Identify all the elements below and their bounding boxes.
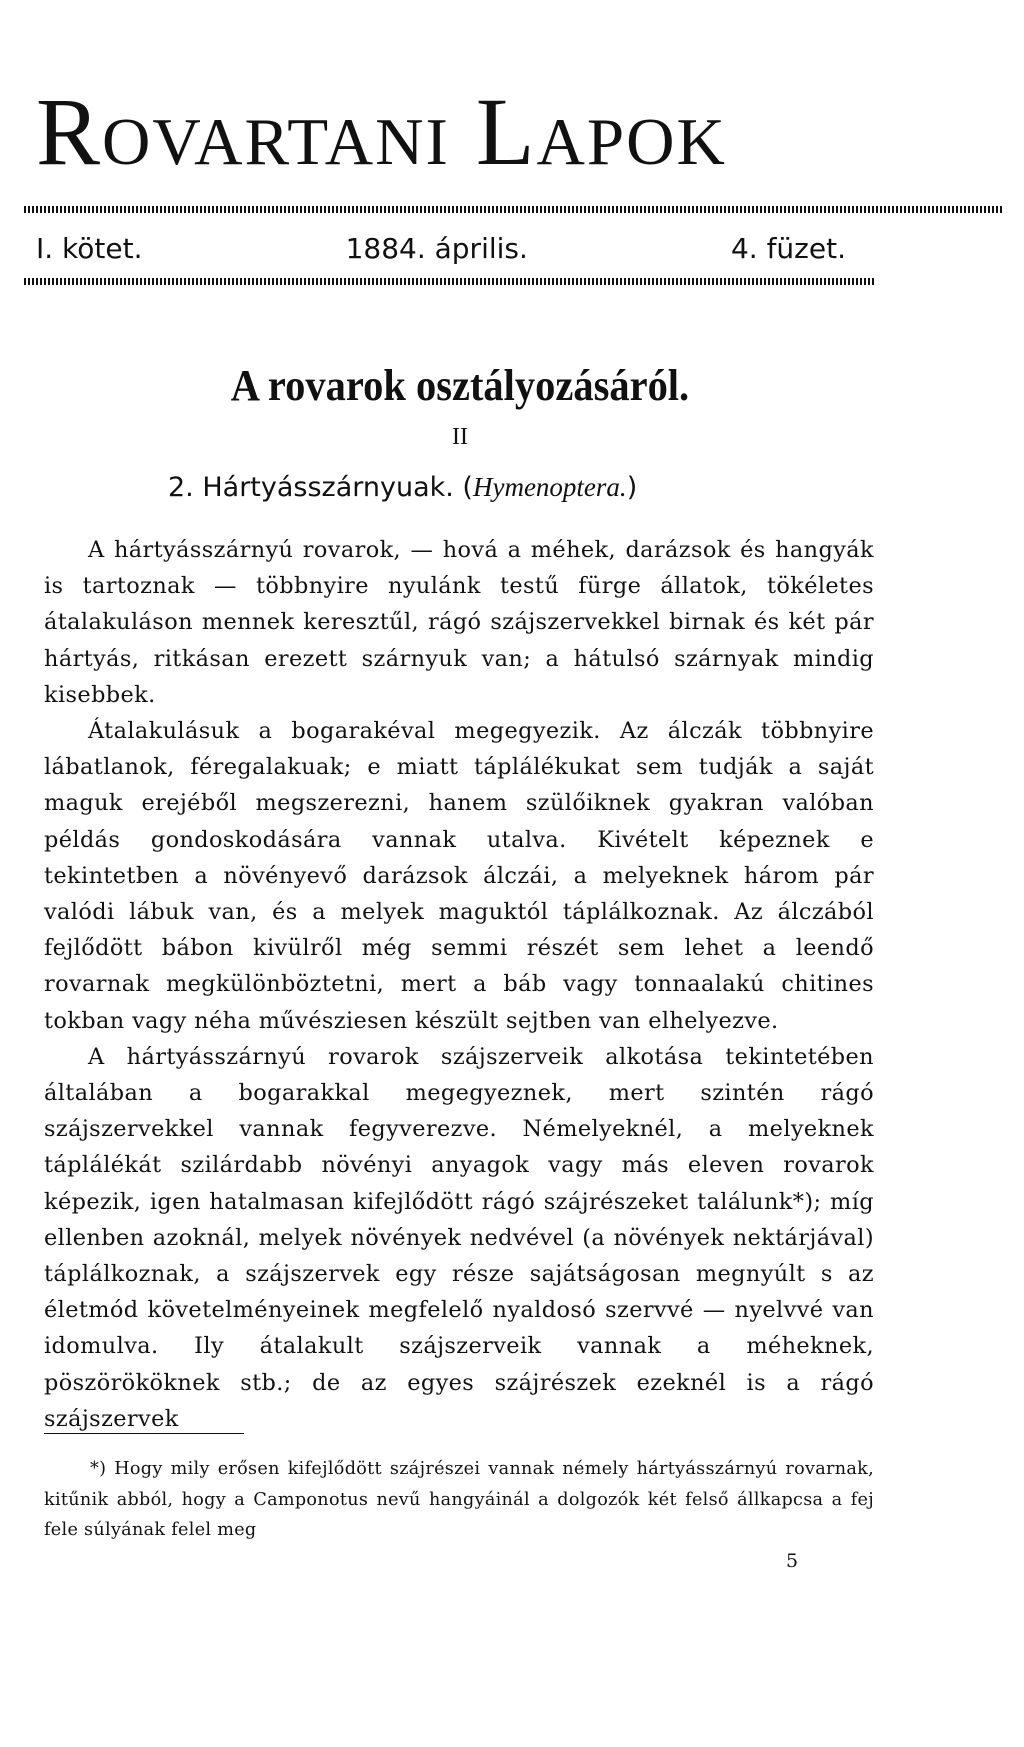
issue-label: 4. füzet. bbox=[730, 231, 846, 265]
issue-info-line bbox=[24, 228, 852, 268]
paragraph-1: A hártyásszárnyú rovarok, — hová a méhek, darázsok és hangyák is tartoznak — többnyire nyulánk testű fürge állatok, tökéletes átalakuláson mennek keresztűl, rágó szájszervekkel birnak és két pár hártyás, ritkásan erezett szárnyuk van; a hátulsó szárnyak mindig kisebbek. bbox=[44, 537, 874, 708]
paragraph-3: A hártyásszárnyú rovarok szájszerveik alkotása tekintetében általában a bogarakkal megegyeznek, mert szintén rágó szájszervekkel vannak fegyverezve. Némelyeknél, a melyeknek táplálékát szilárdabb növényi anyagok vagy más eleven rovarok képezik, igen hatalmasan kifejlődött rágó szájrészeket találunk*); míg ellenben azoknál, melyek növények nedvével (a növények nektárjával) táplálkoznak, a szájszervek egy része sajátságosan megnyúlt s az életmód követelményeinek megfelelő nyaldosó szervvé — nyelvvé van idomulva. Ily átalakult szájszerveik vannak a méheknek, pöszörököknek stb.; de az egyes szájrészek ezeknél is a rágó szájszervek bbox=[44, 1043, 874, 1432]
journal-title: Rovartani Lapok bbox=[36, 78, 727, 185]
dotted-rule-top bbox=[24, 206, 1004, 213]
volume-label: I. kötet. bbox=[36, 231, 143, 265]
part-numeral: II bbox=[452, 424, 468, 450]
footnote-separator bbox=[44, 1433, 244, 1434]
article-body bbox=[44, 532, 874, 1437]
dotted-rule-bottom bbox=[24, 278, 876, 285]
paragraph-2: Átalakulásuk a bogarakéval megegyezik. Az álczák többnyire lábatlanok, féregalakuak; e miatt táplálékukat sem tudják a saját maguk erejéből megszerezni, hanem szülőiknek gyakran valóban példás gondoskodására vannak utalva. Kivételt képeznek e tekintetben a növényevő darázsok álczái, a melyeknek három pár valódi lábuk van, és a melyek maguktól táplálkoznak. Az álczából fejlődött bábon kivülről még semmi részét sem lehet a leendő rovarnak megkülönböztetni, mert a báb vagy tonnaalakú chitines tokban vagy néha művésziesen készült sejtben van elhelyezve. bbox=[44, 718, 874, 1034]
footnote-text: *) Hogy mily erősen kifejlődött szájrészei vannak némely hártyásszárnyú rovarnak, kitűnik abból, hogy a Camponotus nevű hangyáinál a dolgozók két felső állkapcsa a fej fele súlyának felel meg bbox=[44, 1459, 874, 1540]
section-heading bbox=[168, 472, 637, 503]
section-heading-close: ) bbox=[626, 472, 638, 503]
date-label: 1884. április. bbox=[345, 231, 528, 265]
footnote bbox=[44, 1454, 874, 1546]
article-title: A rovarok osztályozásáról. bbox=[230, 361, 690, 410]
section-heading-text: 2. Hártyásszárnyuak. ( bbox=[168, 472, 473, 503]
page-number: 5 bbox=[786, 1550, 799, 1572]
section-heading-latin: Hymenoptera. bbox=[472, 472, 627, 502]
